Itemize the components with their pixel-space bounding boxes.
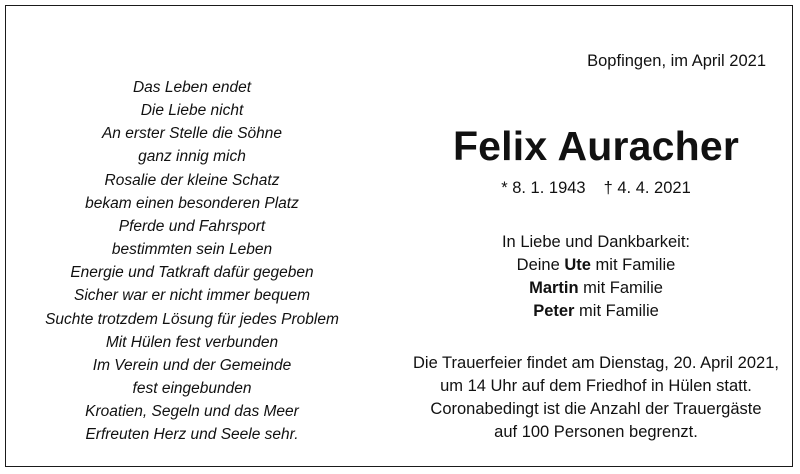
poem-line: Suchte trotzdem Lösung für jedes Problem xyxy=(45,310,339,328)
mourner-suffix: mit Familie xyxy=(590,256,676,274)
mourner-suffix: mit Familie xyxy=(574,302,659,320)
death-date: † 4. 4. 2021 xyxy=(603,179,691,197)
poem-line: bekam einen besonderen Platz xyxy=(85,194,299,212)
poem-line: Pferde und Fahrsport xyxy=(118,217,266,235)
birth-date: * 8. 1. 1943 xyxy=(501,179,586,197)
mourner-line xyxy=(416,277,776,300)
life-dates xyxy=(416,178,776,198)
poem-line: fest eingebunden xyxy=(132,380,252,398)
poem-line: Erfreuten Herz und Seele sehr. xyxy=(85,426,299,444)
deceased-name: Felix Auracher xyxy=(452,123,740,169)
mourner-name: Ute xyxy=(564,256,591,274)
mourners xyxy=(416,231,776,323)
poem-line: Kroatien, Segeln und das Meer xyxy=(85,403,299,421)
obituary-frame xyxy=(5,5,793,467)
mourner-prefix: Deine xyxy=(516,256,565,274)
service-line: auf 100 Personen begrenzt. xyxy=(494,423,698,441)
mourner-line xyxy=(416,300,776,323)
service-line: Die Trauerfeier findet am Dienstag, 20. April 2021, xyxy=(413,354,779,372)
poem-line: Mit Hülen fest verbunden xyxy=(105,333,279,351)
poem xyxy=(26,76,358,447)
poem-line: ganz innig mich xyxy=(138,148,246,166)
service-line: Coronabedingt ist die Anzahl der Trauergäste xyxy=(430,400,762,418)
poem-line: bestimmten sein Leben xyxy=(111,241,273,259)
mourner-name: Martin xyxy=(529,279,579,297)
place-date: Bopfingen, im April 2021 xyxy=(587,52,766,70)
mourners-intro: In Liebe und Dankbarkeit: xyxy=(501,233,691,251)
poem-line: Rosalie der kleine Schatz xyxy=(104,171,280,189)
funeral-service-info xyxy=(390,352,800,444)
poem-line: An erster Stelle die Söhne xyxy=(101,125,283,143)
mourner-suffix: mit Familie xyxy=(578,279,663,297)
poem-line: Das Leben endet xyxy=(132,79,252,96)
mourner-line xyxy=(416,254,776,277)
service-line: um 14 Uhr auf dem Friedhof in Hülen statt. xyxy=(440,377,752,395)
mourner-name: Peter xyxy=(533,302,575,320)
poem-line: Sicher war er nicht immer bequem xyxy=(73,287,311,305)
poem-line: Im Verein und der Gemeinde xyxy=(92,356,292,374)
poem-line: Energie und Tatkraft dafür gegeben xyxy=(70,264,314,282)
poem-line: Die Liebe nicht xyxy=(140,102,244,120)
